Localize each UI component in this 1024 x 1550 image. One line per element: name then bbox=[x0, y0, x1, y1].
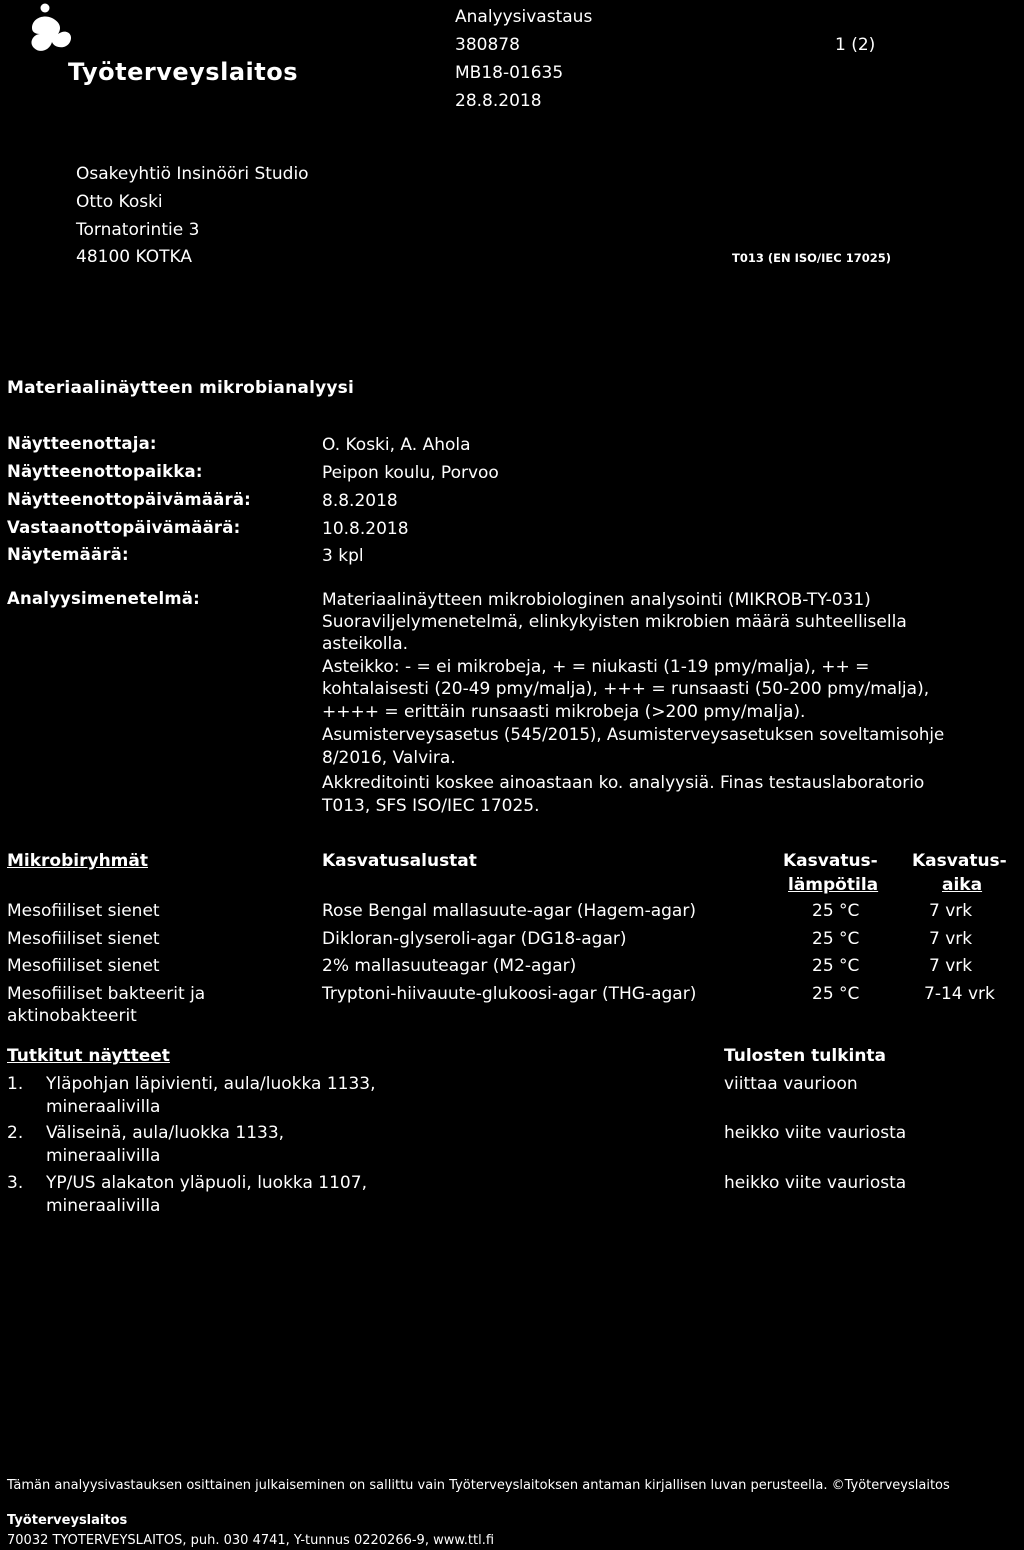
info-value: O. Koski, A. Ahola bbox=[322, 435, 471, 455]
footer-notice: Tämän analyysivastauksen osittainen julkaiseminen on sallittu vain Työterveyslaitoksen antaman kirjallisen luvan perusteella. ©Työterveyslaitos bbox=[7, 1478, 950, 1493]
sample-result: viittaa vaurioon bbox=[724, 1074, 858, 1094]
footer-org: Työterveyslaitos bbox=[7, 1513, 128, 1528]
method-line: asteikolla. bbox=[322, 634, 409, 654]
doc-date: 28.8.2018 bbox=[455, 91, 542, 111]
logo-wordmark: Työterveyslaitos bbox=[68, 58, 298, 86]
sample-material: mineraalivilla bbox=[46, 1146, 161, 1166]
table-cell-temp: 25 °C bbox=[812, 929, 860, 949]
method-line: kohtalaisesti (20-49 pmy/malja), +++ = runsaasti (50-200 pmy/malja), bbox=[322, 679, 930, 699]
table-cell-time: 7 vrk bbox=[929, 901, 973, 921]
col-header-time-1: Kasvatus- bbox=[912, 851, 1007, 871]
sample-number: 2. bbox=[7, 1123, 24, 1143]
method-line: Akkreditointi koskee ainoastaan ko. analyysiä. Finas testauslaboratorio bbox=[322, 773, 925, 793]
recipient-city: 48100 KOTKA bbox=[76, 247, 192, 267]
table-cell-group-cont: aktinobakteerit bbox=[7, 1006, 137, 1026]
page-number: 1 (2) bbox=[835, 35, 876, 55]
page-title: Materiaalinäytteen mikrobianalyysi bbox=[7, 378, 355, 398]
table-cell-group: Mesofiiliset sienet bbox=[7, 956, 160, 976]
col-header-temp-2: lämpötila bbox=[788, 875, 879, 895]
sample-description: Väliseinä, aula/luokka 1133, bbox=[46, 1123, 285, 1143]
info-label: Näytteenottopäivämäärä: bbox=[7, 490, 251, 509]
table-cell-medium: Tryptoni-hiivauute-glukoosi-agar (THG-agar) bbox=[322, 984, 697, 1004]
footer-contact: 70032 TYOTERVEYSLAITOS, puh. 030 4741, Y-tunnus 0220266-9, www.ttl.fi bbox=[7, 1533, 495, 1548]
results-header: Tulosten tulkinta bbox=[724, 1046, 887, 1066]
info-value: 3 kpl bbox=[322, 546, 364, 566]
table-cell-temp: 25 °C bbox=[812, 956, 860, 976]
table-cell-time: 7 vrk bbox=[929, 929, 973, 949]
method-label: Analyysimenetelmä: bbox=[7, 589, 200, 608]
method-line: Suoraviljelymenetelmä, elinkykyisten mikrobien määrä suhteellisella bbox=[322, 612, 907, 632]
table-cell-medium: Rose Bengal mallasuute-agar (Hagem-agar) bbox=[322, 901, 696, 921]
info-value: Peipon koulu, Porvoo bbox=[322, 463, 499, 483]
method-line: 8/2016, Valvira. bbox=[322, 748, 456, 768]
method-line: Asumisterveysasetus (545/2015), Asumisterveysasetuksen soveltamisohje bbox=[322, 725, 945, 744]
logo-icon bbox=[22, 0, 82, 62]
doc-code: MB18-01635 bbox=[455, 63, 564, 83]
sample-material: mineraalivilla bbox=[46, 1196, 161, 1216]
method-line: Asteikko: - = ei mikrobeja, + = niukasti (1-19 pmy/malja), ++ = bbox=[322, 657, 870, 677]
sample-material: mineraalivilla bbox=[46, 1097, 161, 1117]
table-cell-temp: 25 °C bbox=[812, 984, 860, 1004]
recipient-company: Osakeyhtiö Insinööri Studio bbox=[76, 164, 309, 184]
table-cell-medium: 2% mallasuuteagar (M2-agar) bbox=[322, 956, 577, 976]
info-label: Näytemäärä: bbox=[7, 545, 129, 564]
sample-result: heikko viite vauriosta bbox=[724, 1173, 907, 1193]
info-label: Näytteenottaja: bbox=[7, 434, 157, 453]
method-line: ++++ = erittäin runsaasti mikrobeja (>200 pmy/malja). bbox=[322, 702, 806, 722]
method-line: Materiaalinäytteen mikrobiologinen analysointi (MIKROB-TY-031) bbox=[322, 590, 871, 610]
table-cell-group: Mesofiiliset bakteerit ja bbox=[7, 984, 206, 1004]
col-header-medium: Kasvatusalustat bbox=[322, 851, 477, 871]
table-cell-temp: 25 °C bbox=[812, 901, 860, 921]
sample-description: YP/US alakaton yläpuoli, luokka 1107, bbox=[46, 1173, 367, 1193]
method-line: T013, SFS ISO/IEC 17025. bbox=[322, 796, 540, 816]
samples-header: Tutkitut näytteet bbox=[7, 1046, 170, 1066]
table-cell-medium: Dikloran-glyseroli-agar (DG18-agar) bbox=[322, 929, 627, 949]
col-header-group: Mikrobiryhmät bbox=[7, 851, 148, 871]
info-label: Näytteenottopaikka: bbox=[7, 462, 203, 481]
sample-result: heikko viite vauriosta bbox=[724, 1123, 907, 1143]
doc-number: 380878 bbox=[455, 35, 520, 55]
info-value: 10.8.2018 bbox=[322, 519, 409, 539]
col-header-temp-1: Kasvatus- bbox=[783, 851, 878, 871]
sample-number: 3. bbox=[7, 1173, 24, 1193]
table-cell-group: Mesofiiliset sienet bbox=[7, 901, 160, 921]
table-cell-time: 7 vrk bbox=[929, 956, 973, 976]
table-cell-group: Mesofiiliset sienet bbox=[7, 929, 160, 949]
recipient-person: Otto Koski bbox=[76, 192, 163, 212]
accreditation-tag: T013 (EN ISO/IEC 17025) bbox=[732, 251, 891, 265]
recipient-street: Tornatorintie 3 bbox=[76, 220, 200, 240]
info-value: 8.8.2018 bbox=[322, 491, 398, 511]
sample-description: Yläpohjan läpivienti, aula/luokka 1133, bbox=[46, 1074, 376, 1094]
info-label: Vastaanottopäivämäärä: bbox=[7, 518, 241, 537]
table-cell-time: 7-14 vrk bbox=[924, 984, 995, 1004]
col-header-time-2: aika bbox=[942, 875, 983, 895]
doc-type: Analyysivastaus bbox=[455, 7, 593, 27]
sample-number: 1. bbox=[7, 1074, 24, 1094]
